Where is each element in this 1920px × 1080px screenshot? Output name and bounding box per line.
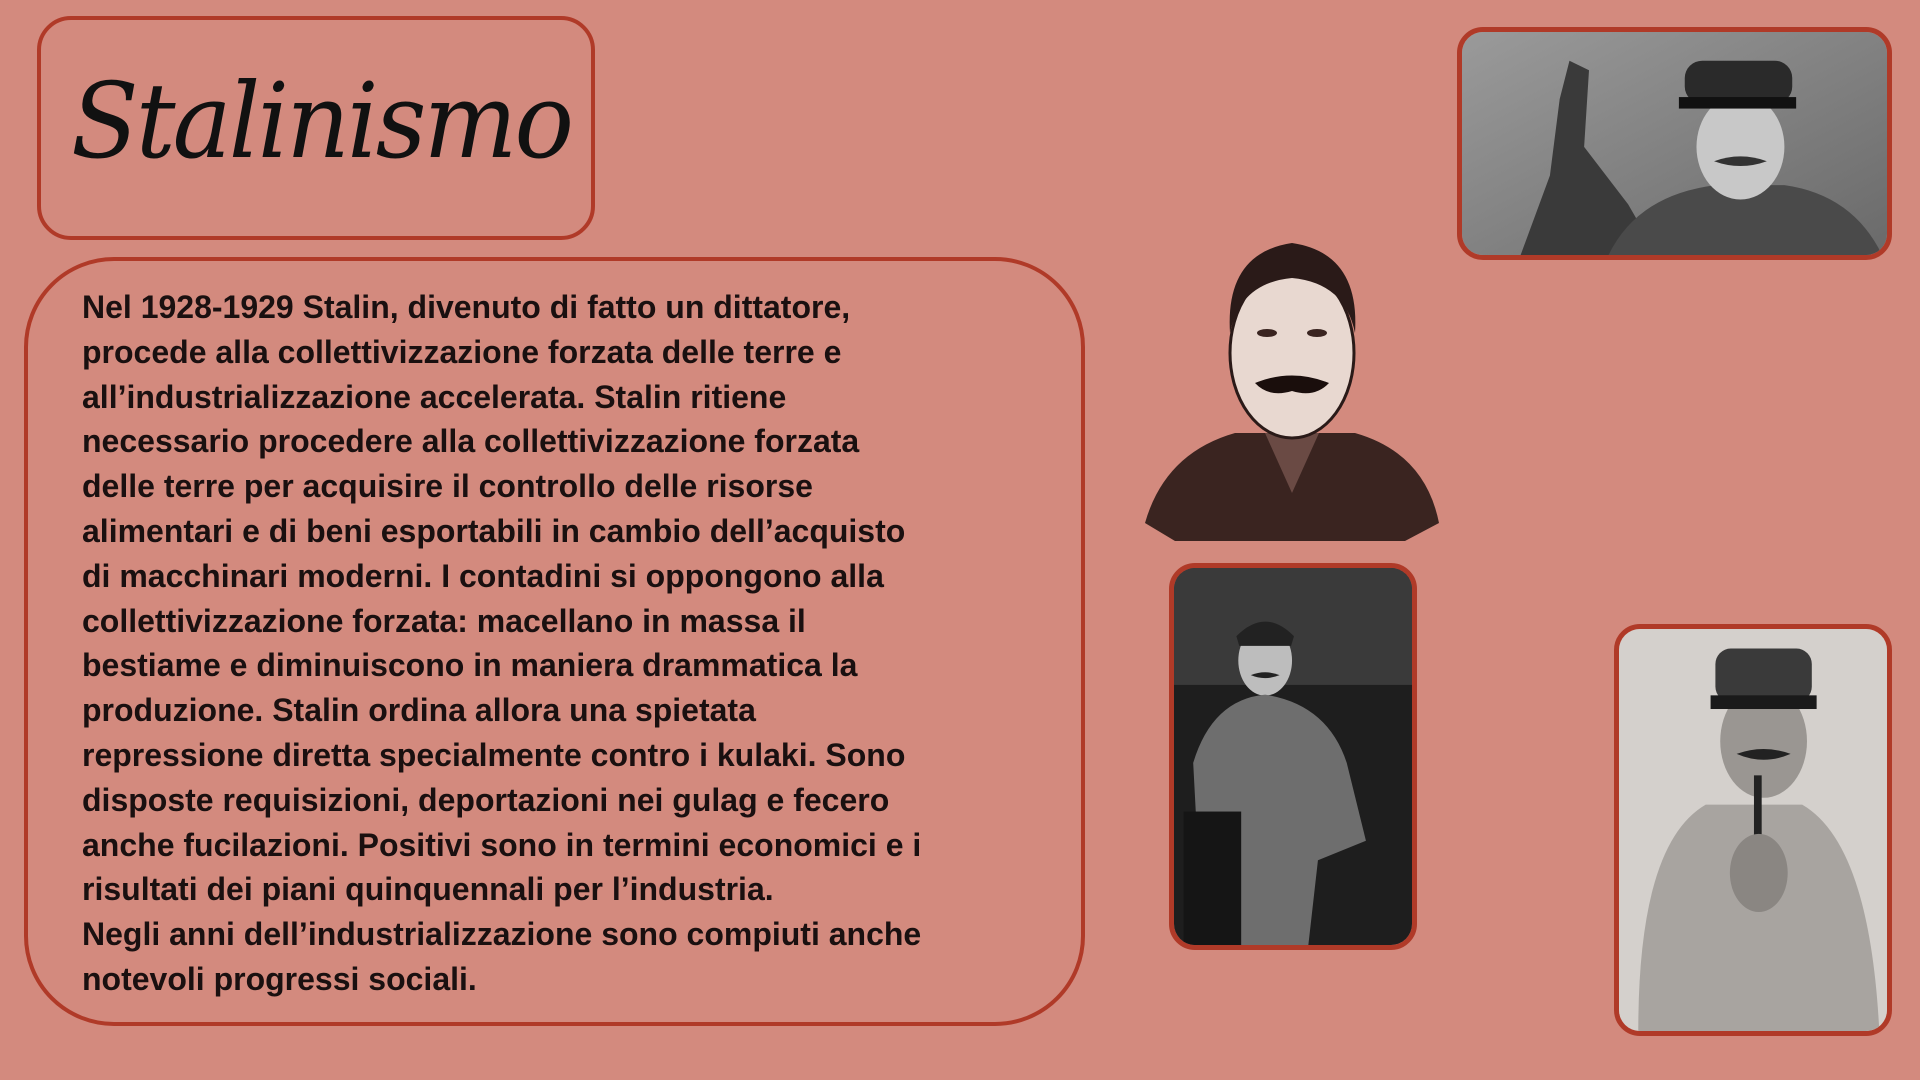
photo-stalin-waving <box>1457 27 1892 260</box>
page-title: Stalinismo <box>71 60 572 182</box>
text-box <box>24 257 1085 1026</box>
photo-stalin-seated <box>1169 563 1417 950</box>
stalin-portrait-drawing <box>1145 233 1439 541</box>
photo-stalin-pipe <box>1614 624 1892 1036</box>
body-text: Nel 1928-1929 Stalin, divenuto di fatto un dittatore, procede alla collettivizzazione forzata delle terre e all’industrializzazione accelerata. Stalin ritiene necessario procedere alla collettivizzazione forzata delle terre per acquisire il controllo delle risorse alimentari e di beni esportabili in cambio dell’acquisto di macchinari moderni. I contadini si oppongono alla collettivizzazione forzata: macellano in massa il bestiame e diminuiscono in maniera drammatica la produzione. Stalin ordina allora una spietata repressione diretta specialmente contro i kulaki. Sono disposte requisizioni, deportazioni nei gulag e fecero anche fucilazioni. Positivi sono in termini economici e i risultati dei piani quinquennali per l’industria. Negli anni dell’industrializzazione sono compiuti anche notevoli progressi sociali. <box>82 289 922 997</box>
title-box <box>37 16 595 240</box>
